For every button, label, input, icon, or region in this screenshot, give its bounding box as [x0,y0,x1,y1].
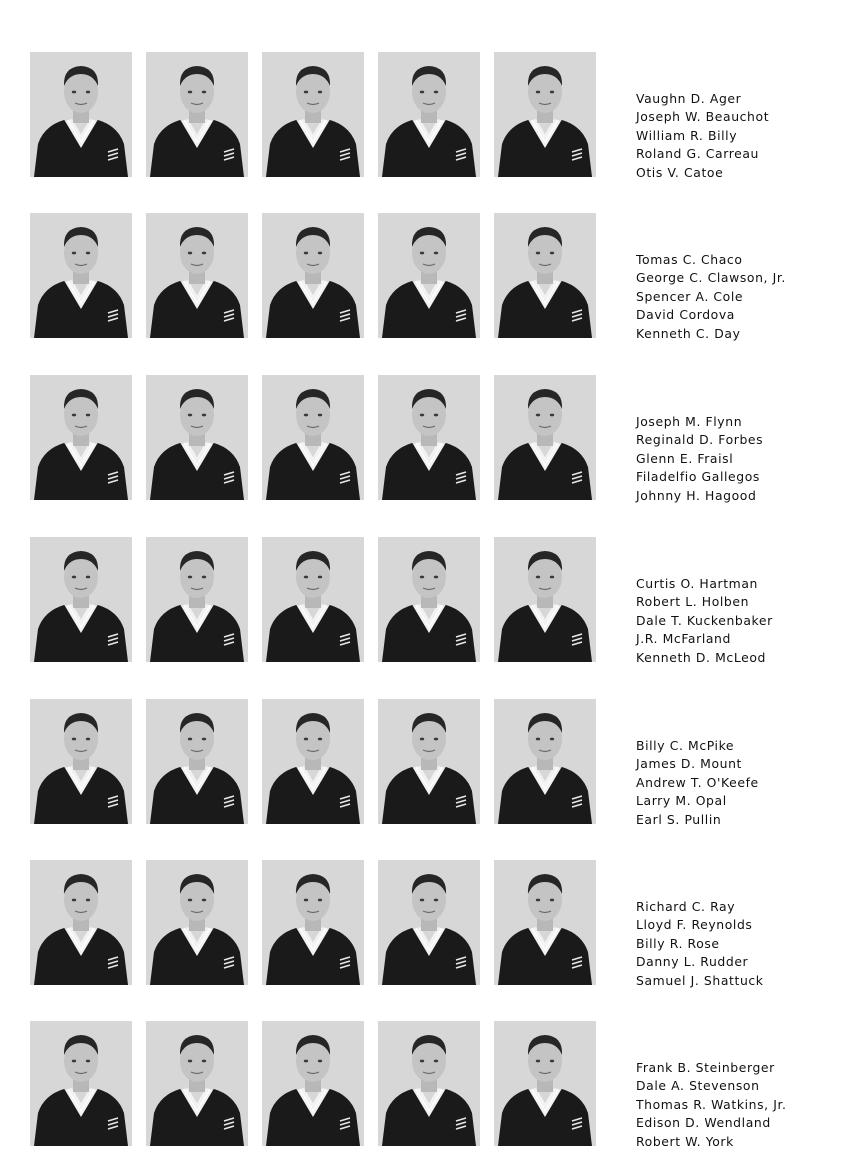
sailor-name: Reginald D. Forbes [636,432,764,448]
sailor-portrait-photo [146,699,248,824]
sailor-name: Samuel J. Shattuck [636,972,764,988]
sailor-name: Johnny H. Hagood [636,487,757,503]
sailor-name: Richard C. Ray [636,899,736,914]
portrait-row [0,52,843,180]
sailor-portrait-photo [146,52,248,177]
sailor-portrait-photo [494,860,596,985]
sailor-name: Billy C. McPike [636,738,735,753]
sailor-name: Earl S. Pullin [636,811,722,827]
sailor-name: Tomas C. Chaco [636,252,743,267]
name-list [636,413,763,505]
sailor-portrait-photo [494,213,596,338]
portrait-row [0,860,843,988]
sailor-name: Edison D. Wendland [636,1115,771,1131]
sailor-name: Otis V. Catoe [636,164,724,180]
sailor-name: Lloyd F. Reynolds [636,917,753,933]
sailor-portrait-photo [378,213,480,338]
sailor-portrait-photo [30,213,132,338]
sailor-name: Kenneth C. Day [636,325,741,341]
sailor-portrait-photo [30,860,132,985]
sailor-portrait-photo [262,699,364,824]
portrait-row [0,213,843,341]
name-list [636,251,786,343]
sailor-portrait-photo [378,375,480,500]
sailor-portrait-photo [146,375,248,500]
sailor-portrait-photo [146,1021,248,1146]
sailor-name: J.R. McFarland [636,631,731,647]
sailor-portrait-photo [30,52,132,177]
portrait-row [0,699,843,827]
sailor-name: David Cordova [636,307,735,323]
sailor-name: Thomas R. Watkins, Jr. [636,1096,787,1112]
sailor-portrait-photo [30,699,132,824]
sailor-name: Dale A. Stevenson [636,1078,760,1094]
sailor-name: Kenneth D. McLeod [636,649,766,665]
sailor-name: Joseph W. Beauchot [636,109,770,125]
name-list [636,737,759,829]
sailor-portrait-photo [494,699,596,824]
name-list [636,575,773,667]
sailor-name: William R. Billy [636,127,738,143]
sailor-name: Robert W. York [636,1133,734,1149]
sailor-portrait-photo [146,213,248,338]
sailor-portrait-photo [494,52,596,177]
sailor-name: Danny L. Rudder [636,954,749,970]
sailor-portrait-photo [30,1021,132,1146]
sailor-portrait-photo [262,537,364,662]
sailor-name: Frank B. Steinberger [636,1060,775,1075]
sailor-name: James D. Mount [636,756,742,772]
sailor-portrait-photo [494,537,596,662]
sailor-name: Curtis O. Hartman [636,576,758,591]
sailor-portrait-photo [378,1021,480,1146]
sailor-portrait-photo [262,213,364,338]
sailor-name: Glenn E. Fraisl [636,450,734,466]
sailor-portrait-photo [146,860,248,985]
name-list [636,898,764,990]
sailor-portrait-photo [262,1021,364,1146]
portrait-row [0,375,843,503]
sailor-name: Billy R. Rose [636,935,720,951]
sailor-portrait-photo [378,52,480,177]
sailor-portrait-photo [146,537,248,662]
sailor-portrait-photo [262,375,364,500]
sailor-name: Filadelfio Gallegos [636,469,760,485]
sailor-name: Robert L. Holben [636,594,750,610]
name-list [636,90,769,182]
portrait-row [0,1021,843,1149]
sailor-portrait-photo [494,375,596,500]
sailor-portrait-photo [262,52,364,177]
sailor-portrait-photo [494,1021,596,1146]
sailor-name: Spencer A. Cole [636,288,744,304]
sailor-portrait-photo [378,860,480,985]
sailor-portrait-photo [30,375,132,500]
sailor-name: Vaughn D. Ager [636,91,742,106]
sailor-name: Roland G. Carreau [636,146,760,162]
sailor-name: Andrew T. O'Keefe [636,774,759,790]
sailor-name: Dale T. Kuckenbaker [636,612,773,628]
sailor-name: George C. Clawson, Jr. [636,270,786,286]
name-list [636,1059,787,1151]
sailor-portrait-photo [378,699,480,824]
portrait-row [0,537,843,665]
sailor-portrait-photo [30,537,132,662]
sailor-name: Joseph M. Flynn [636,414,743,429]
sailor-portrait-photo [262,860,364,985]
sailor-portrait-photo [378,537,480,662]
sailor-name: Larry M. Opal [636,793,727,809]
